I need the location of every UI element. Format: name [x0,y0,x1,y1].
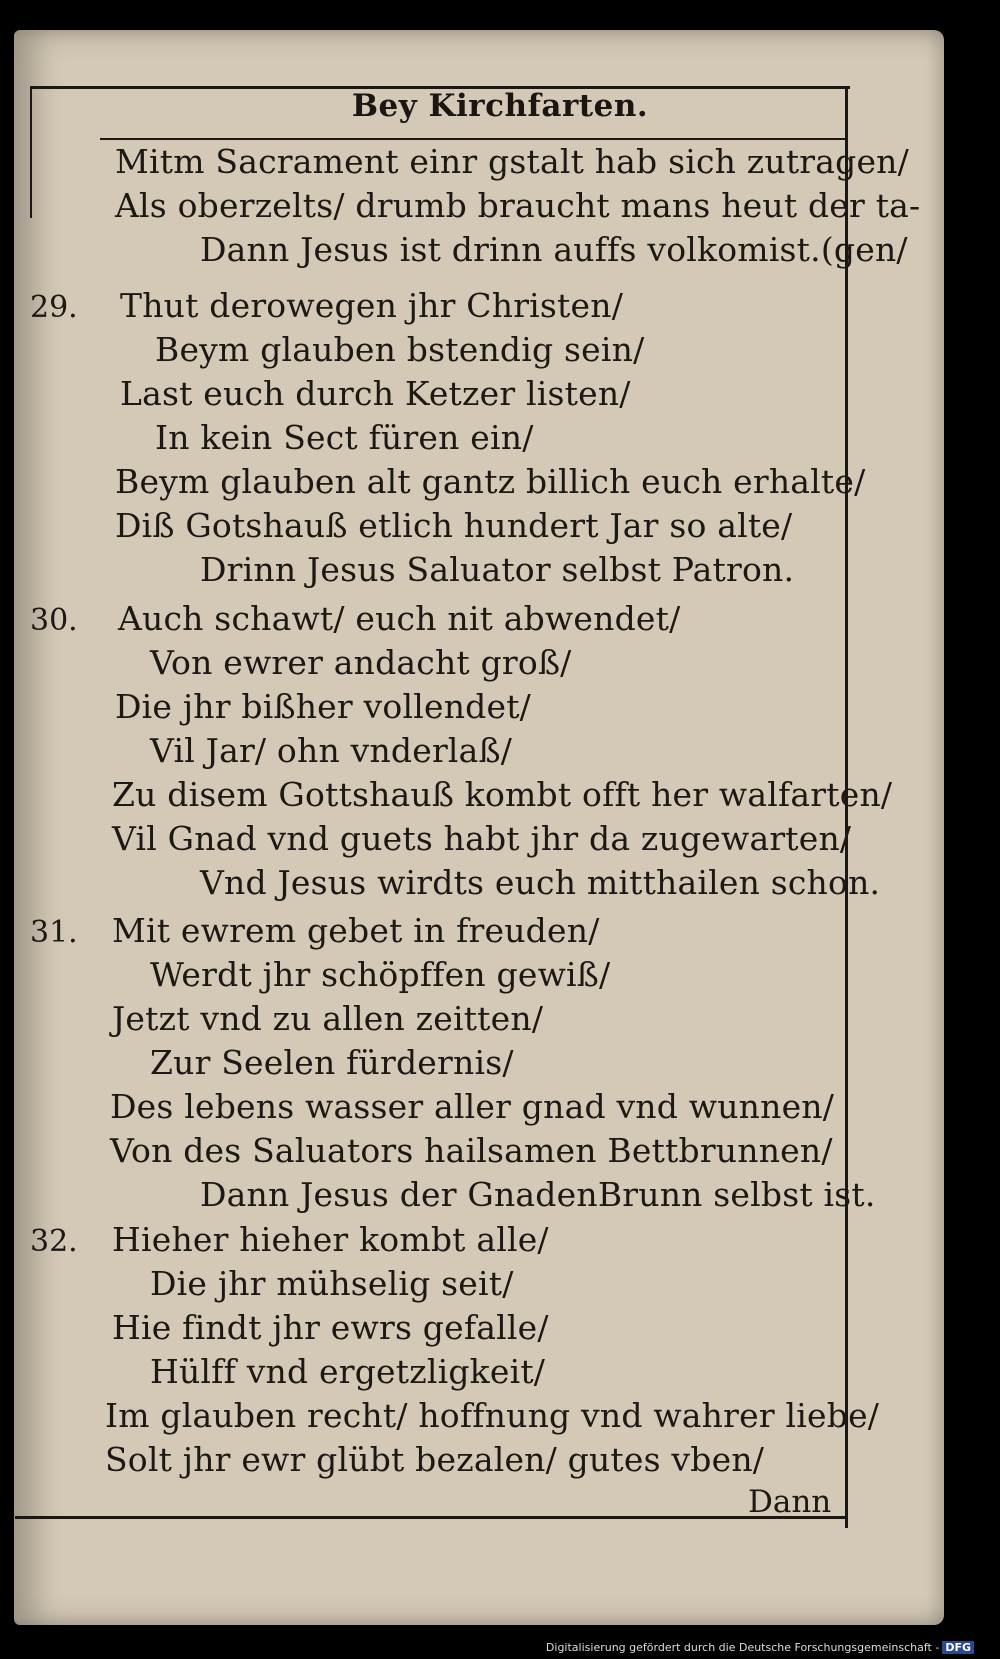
verse-line: Als oberzelts/ drumb braucht mans heut der ta- [115,186,921,225]
verse-line: Von ewrer andacht groß/ [150,643,572,682]
verse-line: Zur Seelen fürdernis/ [150,1043,514,1082]
verse-line: In kein Sect füren ein/ [155,418,534,457]
digitization-credit [546,1641,974,1654]
verse-line: Vil Gnad vnd guets habt jhr da zugewarten/ [112,819,852,858]
verse-line: Hülff vnd ergetzligkeit/ [150,1352,546,1391]
verse-line: Auch schawt/ euch nit abwendet/ [118,599,681,638]
verse-line: Beym glauben bstendig sein/ [155,330,645,369]
verse-line: Last euch durch Ketzer listen/ [120,374,631,413]
stanza-number: 32. [30,1224,78,1259]
verse-line: Dann Jesus ist drinn auffs volkomist.(gen/ [200,230,908,269]
stanza-number: 29. [30,290,78,325]
verse-line: Beym glauben alt gantz billich euch erhalte/ [115,462,866,501]
stanza-number: 30. [30,603,78,638]
verse-line: Mitm Sacrament einr gstalt hab sich zutragen/ [115,142,909,181]
verse-line: Diß Gotshauß etlich hundert Jar so alte/ [115,506,793,545]
catchword: Dann [748,1484,832,1520]
verse-line: Jetzt vnd zu allen zeitten/ [112,999,544,1038]
verse-line: Solt jhr ewr glübt bezalen/ gutes vben/ [105,1440,765,1479]
verse-line: Von des Saluators hailsamen Bettbrunnen/ [110,1131,833,1170]
frame-rule-bottom [15,1516,845,1519]
verse-line: Des lebens wasser aller gnad vnd wunnen/ [110,1087,835,1126]
dfg-logo: DFG [942,1641,974,1654]
stanza-number: 31. [30,915,78,950]
verse-line: Die jhr bißher vollendet/ [115,687,531,726]
frame-rule-header [100,138,845,140]
verse-line: Mit ewrem gebet in freuden/ [112,911,600,950]
verse-line: Hie findt jhr ewrs gefalle/ [112,1308,549,1347]
verse-line: Drinn Jesus Saluator selbst Patron. [200,550,795,589]
verse-line: Zu disem Gottshauß kombt offt her walfarten/ [112,775,893,814]
running-header: Bey Kirchfarten. [351,88,649,124]
verse-line: Vil Jar/ ohn vnderlaß/ [150,731,513,770]
verse-line: Die jhr mühselig seit/ [150,1264,514,1303]
verse-line: Vnd Jesus wirdts euch mitthailen schon. [200,863,881,902]
verse-line: Werdt jhr schöpffen gewiß/ [150,955,611,994]
verse-line: Thut derowegen jhr Christen/ [120,286,624,325]
verse-line: Im glauben recht/ hoffnung vnd wahrer liebe/ [105,1396,880,1435]
verse-line: Hieher hieher kombt alle/ [112,1220,549,1259]
credit-text: Digitalisierung gefördert durch die Deutsche Forschungsgemeinschaft - [545,1641,940,1654]
verse-line: Dann Jesus der GnadenBrunn selbst ist. [200,1175,876,1214]
